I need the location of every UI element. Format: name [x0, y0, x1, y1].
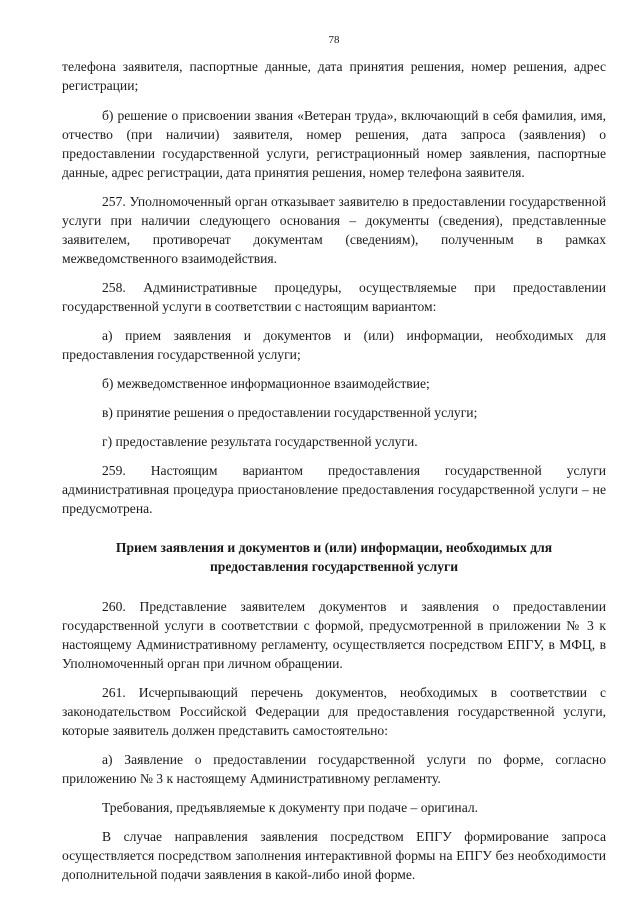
paragraph-261: 261. Исчерпывающий перечень документов, необходимых в соответствии с законодательством Российской Федерации для предоставления государственной услуги, которые заявитель должен представить самостоятельно: [62, 685, 606, 738]
paragraph-257: 257. Уполномоченный орган отказывает заявителю в предоставлении государственной услуги при наличии следующего основания – документы (сведения), представленные заявителем, противоречат документам (сведениям), полученным в рамках межведомственного взаимодействия. [62, 194, 606, 266]
paragraph-258-b: б) межведомственное информационное взаимодействие; [102, 376, 430, 391]
paragraph-258-a: а) прием заявления и документов и (или) информации, необходимых для предоставления государственной услуги; [62, 328, 606, 362]
document-body [62, 57, 606, 894]
paragraph-258-v: в) принятие решения о предоставлении государственной услуги; [102, 405, 478, 420]
paragraph-260: 260. Представление заявителем документов и заявления о предоставлении государственной услуги в соответствии с формой, предусмотренной в приложении № 3 к настоящему Административному регламенту, осуществляется посредством ЕПГУ, в МФЦ, в Уполномоченный орган при личном обращении. [62, 599, 606, 671]
section-heading: Прием заявления и документов и (или) информации, необходимых для предоставления государственной услуги [115, 540, 553, 574]
paragraph-261-a: а) Заявление о предоставлении государственной услуги по форме, согласно приложению № 3 к настоящему Административному регламенту. [62, 752, 606, 786]
page-number: 78 [328, 34, 340, 46]
paragraph-259: 259. Настоящим вариантом предоставления государственной услуги административная процедура приостановление предоставления государственной услуги – не предусмотрена. [62, 463, 606, 516]
paragraph-epgu-submission: В случае направления заявления посредством ЕПГУ формирование запроса осуществляется посредством заполнения интерактивной формы на ЕПГУ без необходимости дополнительной подачи заявления в какой-либо иной форме. [62, 829, 606, 882]
paragraph-requirements: Требования, предъявляемые к документу при подаче – оригинал. [102, 800, 479, 815]
paragraph-veteran-decision: б) решение о присвоении звания «Ветеран труда», включающий в себя фамилия, имя, отчество (при наличии) заявителя, номер решения, дата запроса (заявления) о предоставлении государственной услуги, регистрационный номер заявления, паспортные данные, адрес регистрации, дата принятия решения, номер телефона заявителя. [62, 108, 606, 180]
paragraph-258-g: г) предоставление результата государственной услуги. [102, 434, 418, 449]
paragraph-258: 258. Административные процедуры, осуществляемые при предоставлении государственной услуги в соответствии с настоящим вариантом: [62, 280, 606, 314]
paragraph-continuation: телефона заявителя, паспортные данные, дата принятия решения, номер решения, адрес регистрации; [62, 59, 606, 93]
